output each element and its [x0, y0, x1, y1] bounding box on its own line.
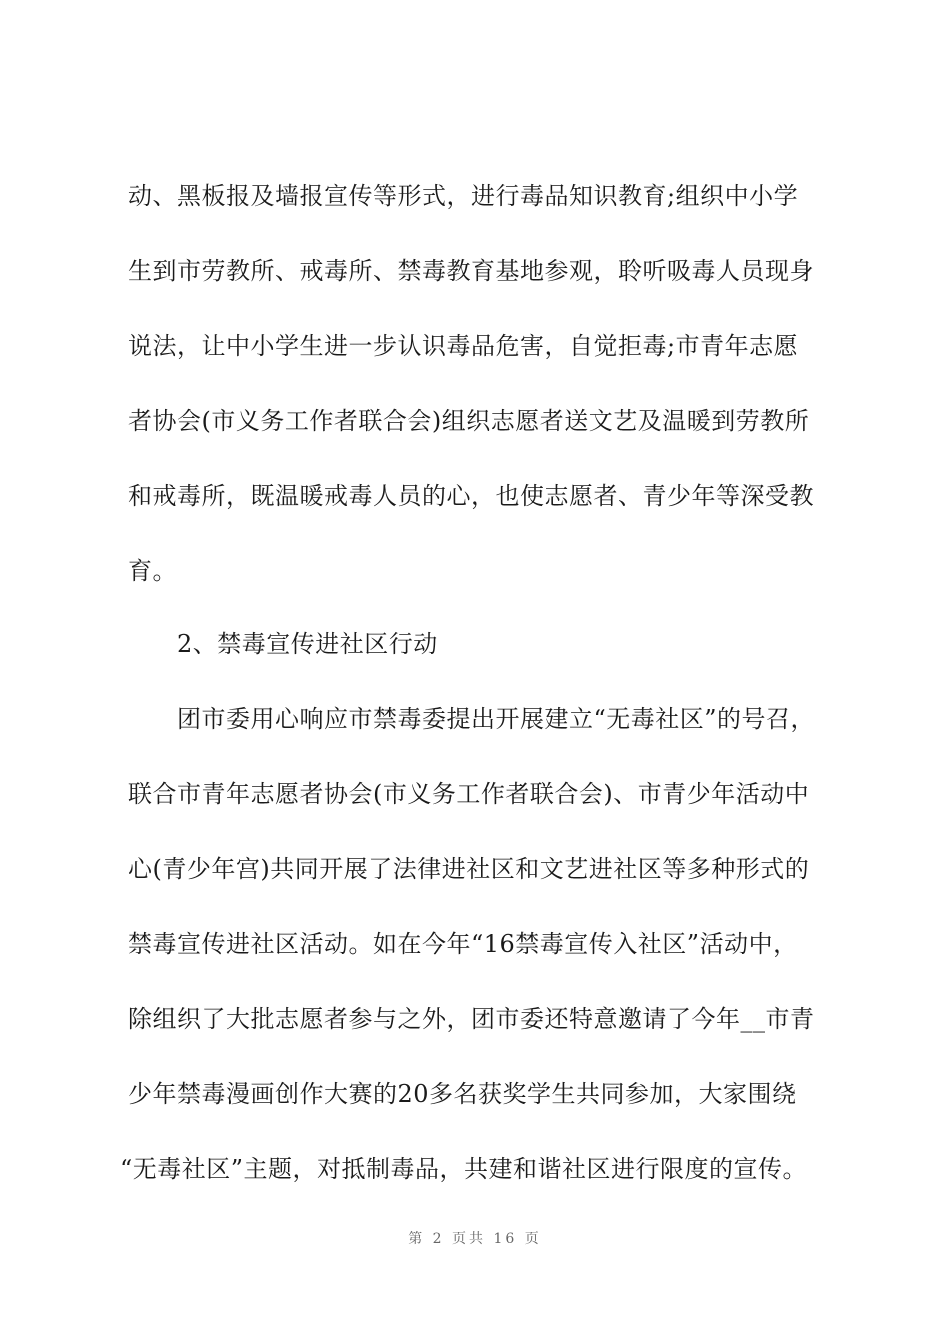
body-text-line: 心(青少年宫)共同开展了法律进社区和文艺进社区等多种形式的: [128, 855, 810, 883]
body-text-line: 说法，让中小学生进一步认识毒品危害，自觉拒毒;市青年志愿: [128, 332, 799, 360]
body-text-line: 者协会(市义务工作者联合会)组织志愿者送文艺及温暖到劳教所: [128, 407, 810, 435]
body-text-line: 联合市青年志愿者协会(市义务工作者联合会)、市青少年活动中: [128, 780, 810, 808]
body-text-line: 生到市劳教所、戒毒所、禁毒教育基地参观，聆听吸毒人员现身: [128, 257, 814, 285]
page-number-footer: 第 2 页共 16 页: [408, 1231, 542, 1247]
body-text-line: 除组织了大批志愿者参与之外，团市委还特意邀请了今年__市青: [128, 1005, 815, 1033]
body-text-line: 禁毒宣传进社区活动。如在今年“16禁毒宣传入社区”活动中，: [128, 930, 798, 958]
body-text-line: 团市委用心响应市禁毒委提出开展建立“无毒社区”的号召，: [177, 705, 816, 733]
body-text-line: 少年禁毒漫画创作大赛的20多名获奖学生共同参加，大家围绕: [128, 1080, 797, 1108]
section-heading: 2、禁毒宣传进社区行动: [177, 630, 438, 658]
body-text-line: 和戒毒所，既温暖戒毒人员的心，也使志愿者、青少年等深受教: [128, 482, 814, 510]
body-text-line: 动、黑板报及墙报宣传等形式，进行毒品知识教育;组织中小学: [128, 182, 799, 210]
body-text-line: 育。: [128, 557, 177, 585]
body-text-line: “无毒社区”主题，对抵制毒品，共建和谐社区进行限度的宣传。: [120, 1155, 808, 1183]
